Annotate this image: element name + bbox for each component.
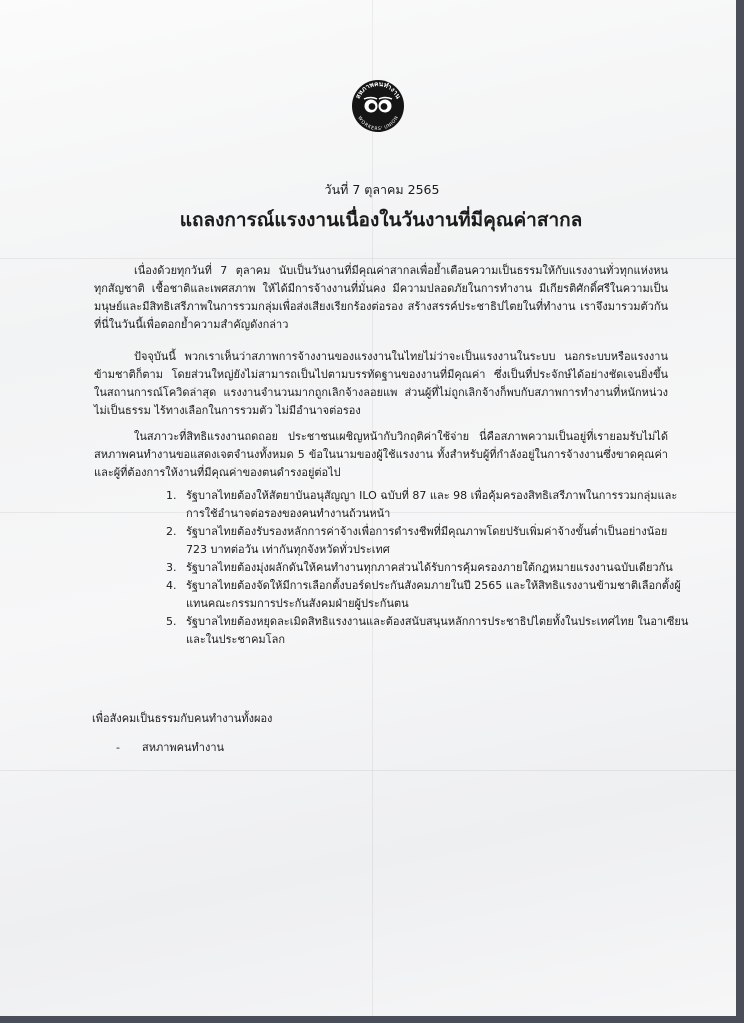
paragraph-intro: เนื่องด้วยทุกวันที่ 7 ตุลาคม นับเป็นวันงานที่มีคุณค่าสากลเพื่อย้ำเตือนความเป็นธรรมให้กับแรงงานทั่วทุกแห่งหน ทุกสัญชาติ เชื้อชาติและเพศสภาพ ให้ได้มีการจ้างงานที่มั่นคง มีความปลอดภัยในการทำงาน มีเกียรติศักดิ์ศรีในความเป็นมนุษย์และมีสิทธิเสรีภาพในการรวมกลุ่มเพื่อส่งเสียงเรียกร้องต่อรอง สร้างสรรค์ประชาธิปไตยในที่ทำงาน เราจึงมารวมตัวกันที่นี่ในวันนี้เพื่อตอกย้ำความสำคัญดังกล่าว xyxy=(94,264,668,331)
signature-bullet: - xyxy=(116,741,120,754)
demand-item: 3. รัฐบาลไทยต้องมุ่งผลักดันให้คนทำงานทุกภาคส่วนได้รับการคุ้มครองภายใต้กฎหมายแรงงานฉบับเดียวกัน xyxy=(180,559,690,577)
demand-item: 1. รัฐบาลไทยต้องให้สัตยาบันอนุสัญญา ILO ฉบับที่ 87 และ 98 เพื่อคุ้มครองสิทธิเสรีภาพในการรวมกลุ่มและการใช้อำนาจต่อรองของคนทำงานถ้วนหน้า xyxy=(180,487,690,523)
closing-line: เพื่อสังคมเป็นธรรมกับคนทำงานทั้งผอง xyxy=(92,712,273,725)
demand-item: 2. รัฐบาลไทยต้องรับรองหลักการค่าจ้างเพื่อการดำรงชีพที่มีคุณภาพโดยปรับเพิ่มค่าจ้างขั้นต่ำเป็นอย่างน้อย 723 บาทต่อวัน เท่ากันทุกจังหวัดทั่วประเทศ xyxy=(180,523,690,559)
paragraph-demands-intro: ในสภาวะที่สิทธิแรงงานถดถอย ประชาชนเผชิญหน้ากับวิกฤติค่าใช้จ่าย นี่คือสภาพความเป็นอยู่ที่เรายอมรับไม่ได้ สหภาพคนทำงานขอแสดงเจตจำนงทั้งหมด 5 ข้อในนามของผู้ใช้แรงงาน ทั้งสำหรับผู้ที่กำลังอยู่ในการจ้างงานซึ่งขาดคุณค่าและผู้ที่ต้องการให้งานที่มีคุณค่าของตนดำรงอยู่ต่อไป xyxy=(94,430,668,479)
paper-crease xyxy=(0,258,736,259)
paragraph-current-situation: ปัจจุบันนี้ พวกเราเห็นว่าสภาพการจ้างงานของแรงงานในไทยไม่ว่าจะเป็นแรงงานในระบบ นอกระบบหรือแรงงานข้ามชาติก็ตาม โดยส่วนใหญ่ยังไม่สามารถเป็นไปตามบรรทัดฐานของงานที่มีคุณค่า ซึ่งเป็นที่ประจักษ์ได้อย่างชัดเจนยิ่งขึ้นในสถานการณ์โควิดล่าสุด แรงงานจำนวนมากถูกเลิกจ้างลอยแพ ส่วนผู้ที่ไม่ถูกเลิกจ้างก็พบกับสภาพการทำงานที่หนักหน่วง ไม่เป็นธรรม ไร้ทางเลือกในการรวมตัว ไม่มีอำนาจต่อรอง xyxy=(94,350,668,417)
document-date: วันที่ 7 ตุลาคม 2565 xyxy=(324,182,440,197)
demand-item: 5. รัฐบาลไทยต้องหยุดละเมิดสิทธิแรงงานและต้องสนับสนุนหลักการประชาธิปไตยทั้งในประเทศไทย ในอาเซียนและในประชาคมโลก xyxy=(180,613,690,649)
document-title: แถลงการณ์แรงงานเนื่องในวันงานที่มีคุณค่าสากล xyxy=(179,209,583,231)
demand-item: 4. รัฐบาลไทยต้องจัดให้มีการเลือกตั้งบอร์ดประกันสังคมภายในปี 2565 และให้สิทธิแรงงานข้ามชาติเลือกตั้งผู้แทนคณะกรรมการประกันสังคมฝ่ายผู้ประกันตน xyxy=(180,577,690,613)
workers-union-logo-icon xyxy=(350,78,406,134)
demands-list xyxy=(160,487,690,649)
logo-text-bottom: WORKERS' UNION xyxy=(356,115,400,133)
paper-crease xyxy=(0,770,736,771)
signature xyxy=(116,738,224,756)
logo-text-top: สหภาพคนทำงาน xyxy=(353,79,403,101)
signature-name: สหภาพคนทำงาน xyxy=(142,741,225,754)
